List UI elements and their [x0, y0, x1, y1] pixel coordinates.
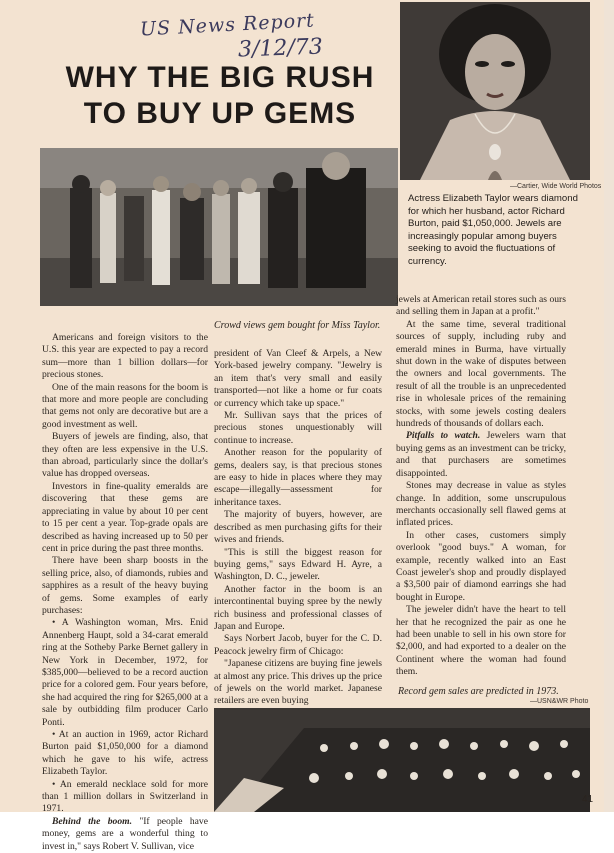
headline-line-2: TO BUY UP GEMS [83, 97, 357, 130]
taylor-photo-caption: Actress Elizabeth Taylor wears diamond for which her husband, actor Richard Burton, paid $1,050,000. Jewels are increasingly popular among buyers seeking to avoid the fluctuations of currency. [408, 193, 578, 267]
col2-paragraph: Says Norbert Jacob, buyer for the C. D. Peacock jewelry firm of Chicago: [214, 633, 382, 657]
col2-paragraph: Another factor in the boom is an intercontinental buying spree by the newly rich business and professional classes of Japan and Europe. [214, 583, 382, 632]
crowd-photo [40, 148, 398, 306]
taylor-photo [400, 2, 590, 180]
col3-paragraph: At the same time, several traditional sources of supply, including ruby and emerald mines in Burma, have virtually shut down in the wake of disputes between the owners and local governments. The result of all the trouble is an unprecedented rise in wholesale prices of the remaining stocks, with some jewels costing dealers hundreds of thousands of dollars each. [396, 318, 566, 430]
col2-paragraph: "This is still the biggest reason for buying gems," says Edward H. Ayre, a Washington, D. C., jeweler. [214, 546, 382, 583]
taylor-photo-image [400, 2, 590, 180]
col3-paragraph [396, 430, 566, 480]
crowd-photo-caption: Crowd views gem bought for Miss Taylor. [214, 320, 381, 331]
col1-paragraph: There have been sharp boosts in the selling price, also, of diamonds, rubies and sapphires as a result of the heavy buying of gems. Some examples of early purchases: [42, 555, 208, 616]
col3-paragraph-text: Jewelers warn that buying gems as an investment can be tricky, and that purchasers are sometimes disappointed. [396, 430, 566, 479]
col2-paragraph: Another reason for the popularity of gems, dealers say, is that precious stones are easy to hide in places where they may escape—illegally—assessment for inheritance taxes. [214, 447, 382, 508]
col1-paragraph [42, 816, 208, 853]
col1-paragraph-text: "If people have money, gems are a wonderful thing to invest in," says Robert V. Sullivan, vice [42, 815, 208, 852]
article-column-2 [214, 348, 382, 708]
article-headline [50, 60, 390, 132]
col2-paragraph: president of Van Cleef & Arpels, a New York-based jewelry company. "Jewelry is an item that's very small and easily transported—not like a home or fur coats or currency which take up space." [214, 348, 382, 409]
col1-paragraph: Buyers of jewels are finding, also, that they often are less expensive in the U.S. than abroad, particularly since the dollar's value has dropped overseas. [42, 431, 208, 480]
subhead-pitfalls-to-watch: Pitfalls to watch. [406, 430, 481, 442]
col1-paragraph: • At an auction in 1969, actor Richard Burton paid $1,050,000 for a diamond which he gave to his wife, actress Elizabeth Taylor. [42, 729, 208, 778]
crowd-photo-image [40, 148, 398, 306]
col2-paragraph: "Japanese citizens are buying fine jewels at almost any price. This drives up the price of jewels on the world market. Japanese retailers are even buying [214, 658, 382, 707]
article-column-1 [42, 332, 208, 853]
subhead-behind-the-boom: Behind the boom. [52, 815, 132, 827]
handwritten-date: 3/12/73 [237, 34, 324, 63]
col1-paragraph: • An emerald necklace sold for more than 1 million dollars in Switzerland in 1971. [42, 778, 208, 815]
col3-paragraph: The jeweler didn't have the heart to tell her that he recognized the pair as one he had been unable to sell in his own store for $2,000, and had exported to a dealer on the Continent where the woman had found them. [396, 604, 566, 678]
col2-paragraph: Mr. Sullivan says that the prices of precious stones unquestionably will continue to increase. [214, 410, 382, 446]
col1-paragraph: • A Washington woman, Mrs. Enid Annenberg Haupt, sold a 34-carat emerald ring at the Sotheby Parke Bernet gallery in New York in December, 1972, for $385,000—believed to be a record auction price for a colored gem. Four years before, she had acquired the ring for $265,000 at a sale by outbidding film producer Carlo Ponti. [42, 617, 208, 728]
col1-paragraph: Investors in fine-quality emeralds are discovering that these gems are appreciating in value by about 10 per cent to 15 per cent a year. Top-grade opals are described as having increased up to 50 per cent in price during the past three months. [42, 480, 208, 554]
col2-paragraph: The majority of buyers, however, are described as men purchasing gifts for their wives and friends. [214, 509, 382, 546]
gems-photo-caption: Record gem sales are predicted in 1973. [398, 686, 559, 697]
col3-paragraph: Stones may decrease in value as styles change. In addition, some unscrupulous merchants occasionally sell flawed gems at inflated prices. [396, 480, 566, 529]
handwritten-source: US News Report [139, 9, 316, 41]
page-number: 41 [582, 794, 594, 805]
col1-paragraph: Americans and foreign visitors to the U.S. this year are expected to pay a record sum—more than 1 billion dollars—for precious stones. [42, 332, 208, 381]
taylor-photo-credit: —Cartier, Wide World Photos [510, 183, 602, 190]
paper-edge [604, 0, 614, 812]
gems-photo-image [214, 708, 590, 812]
col3-paragraph: In other cases, customers simply overlook "good buys." A woman, for example, recently walked into an East Coast jeweler's shop and proudly displayed a $3,500 pair of diamond earrings she had bought in Europe. [396, 529, 566, 603]
headline-line-1: WHY THE BIG RUSH [65, 61, 375, 94]
gems-photo [214, 708, 590, 812]
col1-paragraph: One of the main reasons for the boom is that more and more people are concluding that gems not only are decorative but are a good investment as well. [42, 381, 208, 430]
gems-photo-credit: —USN&WR Photo [530, 698, 589, 705]
article-column-3 [396, 294, 566, 679]
col3-paragraph: jewels at American retail stores such as ours and selling them in Japan at a profit." [396, 294, 566, 318]
